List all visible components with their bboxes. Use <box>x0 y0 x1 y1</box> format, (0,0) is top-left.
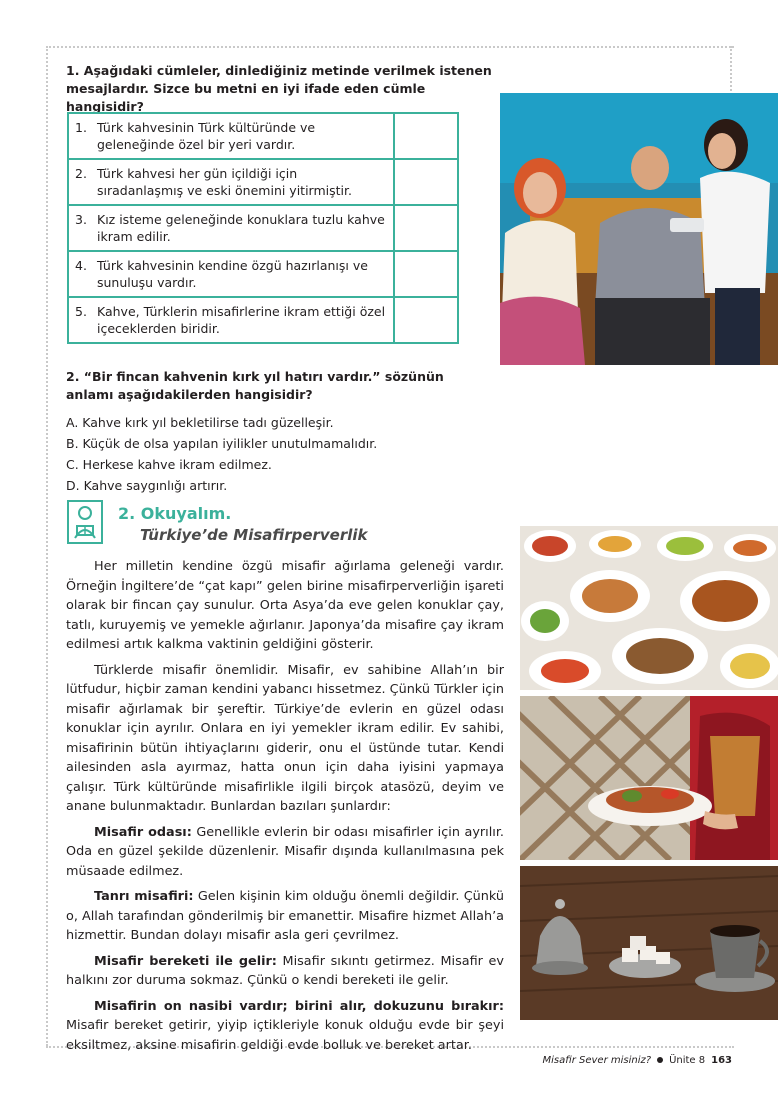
option-answer-box[interactable] <box>394 113 458 159</box>
paragraph: Her milletin kendine özgü misafir ağırlama geleneği vardır. Örneğin İngiltere’de “çat kapı” gelen birine misafirperverliğin işareti olarak bir fincan çay sunulur. Orta Asya’da eve gelen konuklar çay, tatlı, kuruyemiş ve yemekle ağırlanır. Japonya’da misafire çay ikram edilmesi artık kalkma vaktinin geldiğini gösterir. <box>66 559 504 652</box>
option-answer-box[interactable] <box>394 297 458 343</box>
reading-text <box>66 557 504 1061</box>
option-number: 1. <box>68 113 91 159</box>
question-2-answers <box>66 412 377 496</box>
page-footer <box>543 1055 732 1066</box>
section-title: Türkiye’de Misafirperverlik <box>140 526 368 544</box>
page-border-top <box>46 46 734 48</box>
question-1-options-table <box>67 112 459 344</box>
option-text: Kahve, Türklerin misafirlerine ikram ettiği özel içeceklerden biridir. <box>91 297 394 343</box>
option-text: Kız isteme geleneğinde konuklara tuzlu kahve ikram edilir. <box>91 205 394 251</box>
paragraph-body: Genellikle evlerin bir odası misafirler için ayrılır. Oda en güzel şekilde düzenlenir. Misafir dışında kullanılmasına pek müsaade edilmez. <box>66 824 504 879</box>
paragraph-body: Misafir sıkıntı getirmez. Misafir ev halkını zor duruma sokmaz. Çünkü o kendi bereketi ile gelir. <box>66 953 504 988</box>
reading-person-icon <box>67 500 103 544</box>
section-number: 2. Okuyalım. <box>118 504 232 523</box>
option-row <box>68 251 458 297</box>
footer-unit: Ünite 8 <box>669 1055 706 1066</box>
answer-c[interactable]: C. Herkese kahve ikram edilmez. <box>66 457 272 472</box>
option-answer-box[interactable] <box>394 159 458 205</box>
food-table-photo <box>520 526 778 690</box>
option-text: Türk kahvesinin kendine özgü hazırlanışı ve sunuluşu vardır. <box>91 251 394 297</box>
option-number: 3. <box>68 205 91 251</box>
page-number: 163 <box>711 1055 732 1066</box>
paragraph <box>66 952 504 991</box>
answer-b[interactable]: B. Küçük de olsa yapılan iyilikler unutulmamalıdır. <box>66 436 378 451</box>
option-row <box>68 113 458 159</box>
paragraph-body: Gelen kişinin kim olduğu önemli değildir. Çünkü o, Allah tarafından gönderilmiş bir emanettir. Misafire hizmet Allah’a hizmettir. Bundan dolayı misafir asla geri çevrilmez. <box>66 889 504 943</box>
page-border-left <box>46 46 48 1046</box>
option-answer-box[interactable] <box>394 205 458 251</box>
family-coffee-photo <box>500 93 778 365</box>
option-answer-box[interactable] <box>394 251 458 297</box>
option-number: 2. <box>68 159 91 205</box>
paragraph-heading: Tanrı misafiri: <box>94 889 194 904</box>
option-row <box>68 297 458 343</box>
option-number: 5. <box>68 297 91 343</box>
option-row <box>68 205 458 251</box>
bullet-icon <box>657 1057 663 1063</box>
option-number: 4. <box>68 251 91 297</box>
paragraph-heading: Misafir odası: <box>94 824 192 840</box>
serving-food-photo <box>520 696 778 860</box>
paragraph-heading: Misafirin on nasibi vardır; birini alır, dokuzunu bırakır: <box>94 998 504 1014</box>
paragraph-heading: Misafir bereketi ile gelir: <box>94 953 277 969</box>
footer-title: Misafir Sever misiniz? <box>542 1055 652 1066</box>
question-1: 1. Aşağıdaki cümleler, dinlediğiniz metinde verilmek istenen mesajlardır. Sizce bu metni en iyi ifade eden cümle hangisidir? <box>66 63 492 114</box>
paragraph <box>66 823 504 882</box>
option-text: Türk kahvesi her gün içildiği için sıradanlaşmış ve eski önemini yitirmiştir. <box>91 159 394 205</box>
paragraph <box>66 887 504 946</box>
turkish-coffee-photo <box>520 866 778 1020</box>
paragraph-body: Misafir bereket getirir, yiyip içtikleriyle konuk olduğu evde bir şeyi eksiltmez, aksine misafirin geldiği evde bolluk ve bereket artar. <box>66 1018 504 1053</box>
paragraph <box>66 997 504 1056</box>
answer-d[interactable]: D. Kahve saygınlığı artırır. <box>66 478 228 493</box>
paragraph: Türklerde misafir önemlidir. Misafir, ev sahibine Allah’ın bir lütfudur, hiçbir zaman kendini yabancı hissetmez. Çünkü Türkler için misafir ağırlamak bir şereftir. Türkiye’de evlerin en güzel odası konuklar için ayrılır. Onlara en iyi yemekler ikram edilir. Ev sahibi, misafirinin bütün ihtiyaçlarını giderir, onu el üstünde tutar. Kendi ailesinden asla ayırmaz, hatta onun için daha iyisini yapmaya çalışır. Türk kültüründe misafirlikle ilgili birçok atasözü, deyim ve anane bulunmaktadır. Bunlardan bazıları şunlardır: <box>66 662 504 814</box>
question-2: 2. “Bir fincan kahvenin kırk yıl hatırı vardır.” sözünün anlamı aşağıdakilerden hangisidir? <box>66 369 444 402</box>
option-row <box>68 159 458 205</box>
answer-a[interactable]: A. Kahve kırk yıl bekletilirse tadı güzelleşir. <box>66 415 334 430</box>
page-border-right <box>730 46 732 91</box>
option-text: Türk kahvesinin Türk kültüründe ve geleneğinde özel bir yeri vardır. <box>91 113 394 159</box>
